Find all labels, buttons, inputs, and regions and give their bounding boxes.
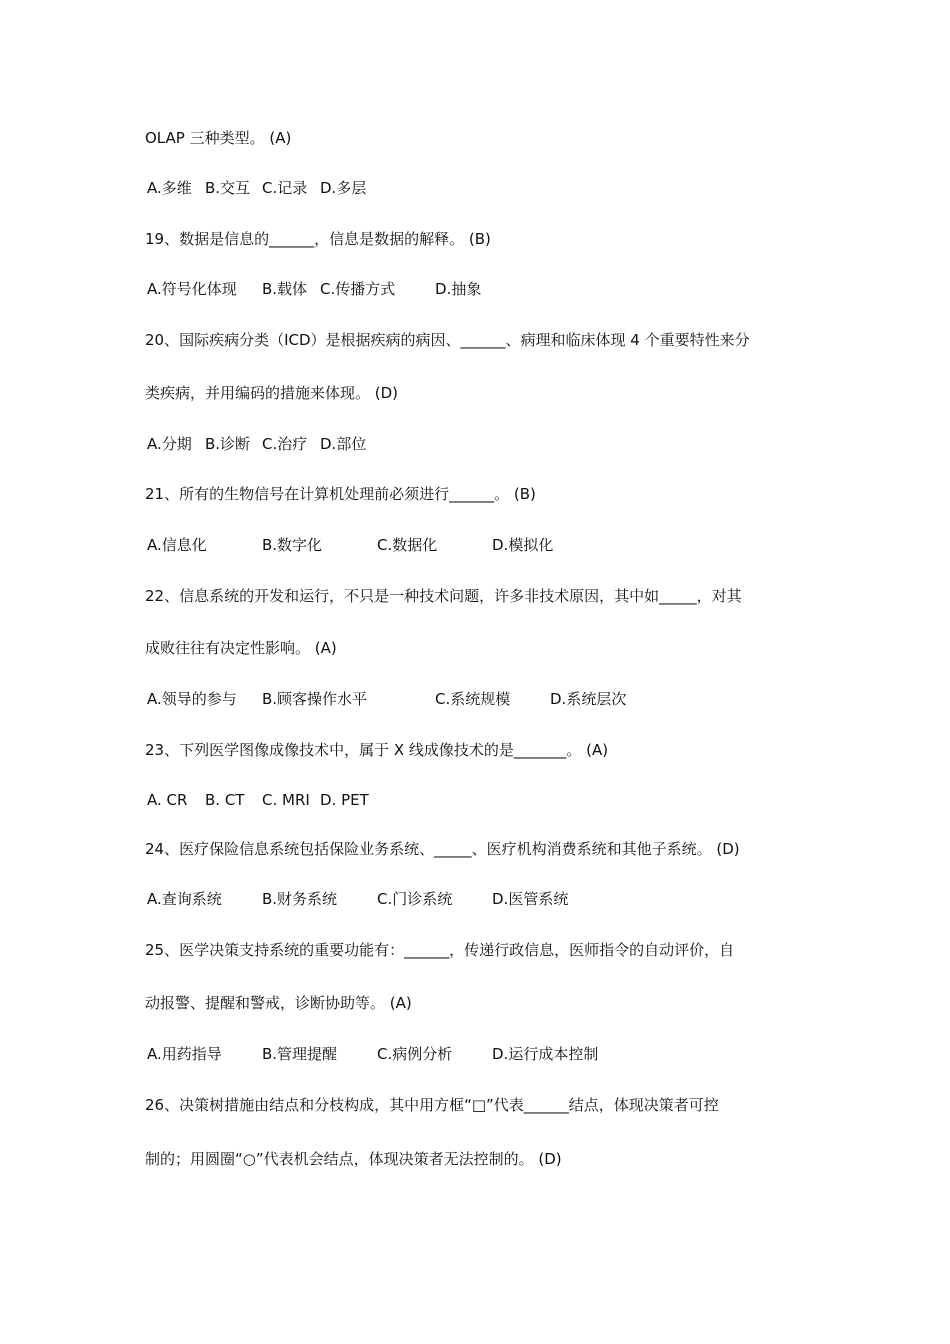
q21-option-a: A.信息化 — [147, 536, 207, 554]
q22-option-b: B.顾客操作水平 — [262, 690, 368, 708]
q23-option-b: B. CT — [205, 791, 245, 809]
q25-text-line1: 25、医学决策支持系统的重要功能有：______，传递行政信息，医师指令的自动评价，自 — [145, 941, 735, 959]
q20-option-a: A.分期 — [147, 435, 192, 453]
q18-option-c: C.记录 — [262, 179, 308, 197]
q24-option-b: B.财务系统 — [262, 890, 338, 908]
q22-text-line2: 成败往往有决定性影响。 (A) — [145, 639, 337, 657]
q26-text-line2: 制的；用圆圈“○”代表机会结点，体现决策者无法控制的。 (D) — [145, 1150, 562, 1168]
q21-option-b: B.数字化 — [262, 536, 323, 554]
q25-option-c: C.病例分析 — [377, 1045, 453, 1063]
q21-option-d: D.模拟化 — [492, 536, 554, 554]
q21-option-c: C.数据化 — [377, 536, 438, 554]
q23-text: 23、下列医学图像成像技术中，属于 X 线成像技术的是_______。 (A) — [145, 741, 609, 759]
q25-option-b: B.管理提醒 — [262, 1045, 338, 1063]
q22-option-c: C.系统规模 — [435, 690, 511, 708]
q20-text-line1: 20、国际疾病分类（ICD）是根据疾病的病因、______、病理和临床体现 4 个重要特性来分 — [145, 331, 750, 349]
q19-option-b: B.载体 — [262, 280, 308, 298]
q19-option-a: A.符号化体现 — [147, 280, 237, 298]
q25-text-line2: 动报警、提醒和警戒，诊断协助等。 (A) — [145, 994, 412, 1012]
q24-text: 24、医疗保险信息系统包括保险业务系统、_____、医疗机构消费系统和其他子系统。 (D) — [145, 840, 740, 858]
q19-option-d: D.抽象 — [435, 280, 482, 298]
q25-option-d: D.运行成本控制 — [492, 1045, 599, 1063]
q20-text-line2: 类疾病，并用编码的措施来体现。 (D) — [145, 384, 399, 402]
q22-option-a: A.领导的参与 — [147, 690, 237, 708]
q18-option-b: B.交互 — [205, 179, 251, 197]
q19-option-c: C.传播方式 — [320, 280, 396, 298]
q25-option-a: A.用药指导 — [147, 1045, 222, 1063]
q19-text: 19、数据是信息的______，信息是数据的解释。 (B) — [145, 230, 491, 248]
q18-option-a: A.多维 — [147, 179, 192, 197]
q23-option-c: C. MRI — [262, 791, 310, 809]
q18-option-d: D.多层 — [320, 179, 367, 197]
q23-option-d: D. PET — [320, 791, 369, 809]
q20-option-c: C.治疗 — [262, 435, 308, 453]
q23-option-a: A. CR — [147, 791, 188, 809]
q20-option-b: B.诊断 — [205, 435, 251, 453]
q20-option-d: D.部位 — [320, 435, 367, 453]
q26-text-line1: 26、决策树措施由结点和分枝构成，其中用方框“□”代表______结点，体现决策者可控 — [145, 1096, 719, 1114]
q24-option-c: C.门诊系统 — [377, 890, 453, 908]
q22-text-line1: 22、信息系统的开发和运行，不只是一种技术问题，许多非技术原因，其中如_____，对其 — [145, 587, 742, 605]
q22-option-d: D.系统层次 — [550, 690, 627, 708]
q18-text-end: OLAP 三种类型。 (A) — [145, 129, 292, 147]
q24-option-d: D.医管系统 — [492, 890, 569, 908]
q24-option-a: A.查询系统 — [147, 890, 222, 908]
q21-text: 21、所有的生物信号在计算机处理前必须进行______。 (B) — [145, 485, 536, 503]
